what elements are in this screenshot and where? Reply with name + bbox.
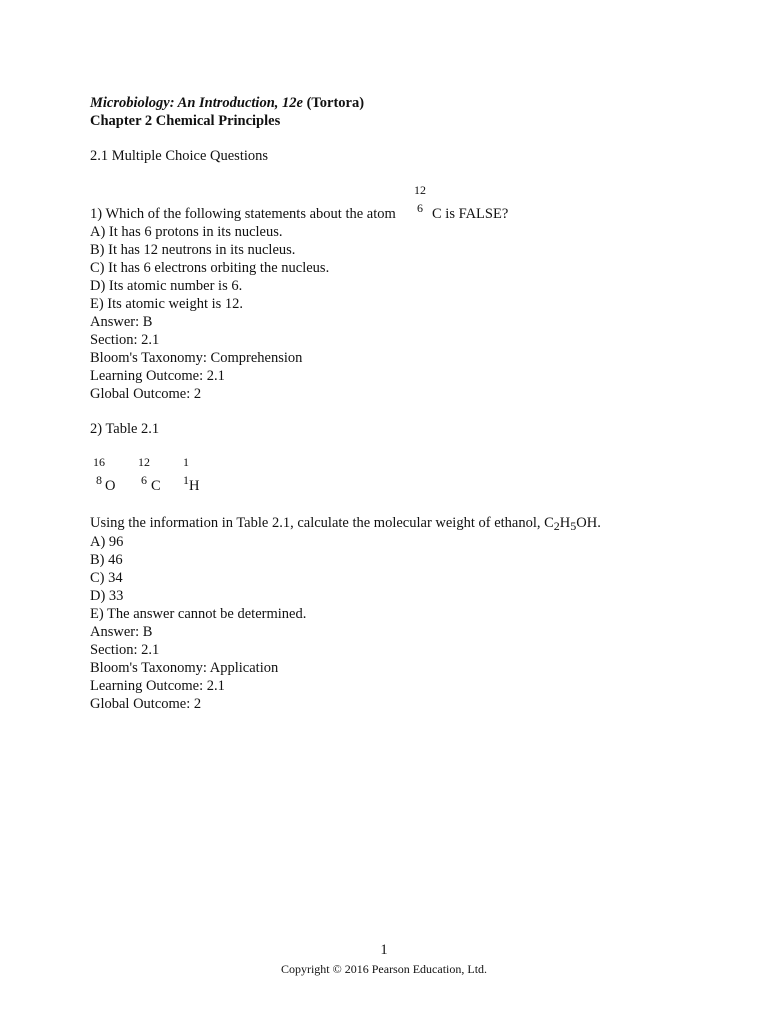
q1-section: Section: 2.1: [90, 332, 160, 348]
isotope-mass: 16: [93, 455, 105, 469]
isotope-atomic: 1: [183, 473, 189, 487]
copyright: Copyright © 2016 Pearson Education, Ltd.: [280, 962, 488, 976]
isotope-symbol: O: [105, 478, 116, 494]
isotope-symbol: C: [151, 478, 161, 494]
q2-blooms: Bloom's Taxonomy: Application: [90, 660, 279, 676]
isotope-atomic: 6: [141, 473, 147, 487]
q1-isotope-atomic: 6: [417, 201, 423, 215]
q2-option: D) 33: [90, 588, 124, 604]
section-heading: 2.1 Multiple Choice Questions: [90, 148, 269, 164]
q1-blooms: Bloom's Taxonomy: Comprehension: [90, 350, 303, 366]
q2-section: Section: 2.1: [90, 642, 160, 658]
q1-prompt: 1) Which of the following statements about the atom: [90, 206, 396, 222]
document-title: [90, 94, 364, 112]
formula-part: H: [559, 515, 571, 531]
q2-option: C) 34: [90, 570, 123, 586]
author: (Tortora): [306, 95, 365, 111]
q1-option: B) It has 12 neutrons in its nucleus.: [90, 242, 296, 258]
page-number: 1: [380, 942, 388, 958]
q2-prompt: [90, 514, 601, 535]
formula-subscript: 5: [570, 519, 577, 533]
q2-option: B) 46: [90, 552, 123, 568]
isotope-atomic: 8: [96, 473, 102, 487]
isotope-mass: 12: [138, 455, 150, 469]
formula-part: OH.: [576, 515, 601, 531]
q2-label: 2) Table 2.1: [90, 421, 160, 437]
q2-learning-outcome: Learning Outcome: 2.1: [90, 678, 225, 694]
isotope-symbol: H: [189, 478, 200, 494]
q2-prompt-text: Using the information in Table 2.1, calculate the molecular weight of ethanol, C: [90, 515, 554, 531]
q1-option: C) It has 6 electrons orbiting the nucleus.: [90, 260, 330, 276]
q1-option: E) Its atomic weight is 12.: [90, 296, 244, 312]
book-title: Microbiology: An Introduction, 12e: [90, 95, 303, 111]
q1-option: D) Its atomic number is 6.: [90, 278, 243, 294]
isotope-mass: 1: [183, 455, 189, 469]
q1-isotope-mass: 12: [414, 183, 426, 197]
q2-global-outcome: Global Outcome: 2: [90, 696, 202, 712]
q2-option: A) 96: [90, 534, 124, 550]
formula-subscript: 2: [553, 519, 560, 533]
q1-global-outcome: Global Outcome: 2: [90, 386, 202, 402]
q2-option: E) The answer cannot be determined.: [90, 606, 307, 622]
q1-option: A) It has 6 protons in its nucleus.: [90, 224, 283, 240]
q1-answer: Answer: B: [90, 314, 153, 330]
q1-prompt-end: C is FALSE?: [432, 206, 509, 222]
q1-learning-outcome: Learning Outcome: 2.1: [90, 368, 225, 384]
q2-answer: Answer: B: [90, 624, 153, 640]
chapter-heading: Chapter 2 Chemical Principles: [90, 113, 281, 129]
